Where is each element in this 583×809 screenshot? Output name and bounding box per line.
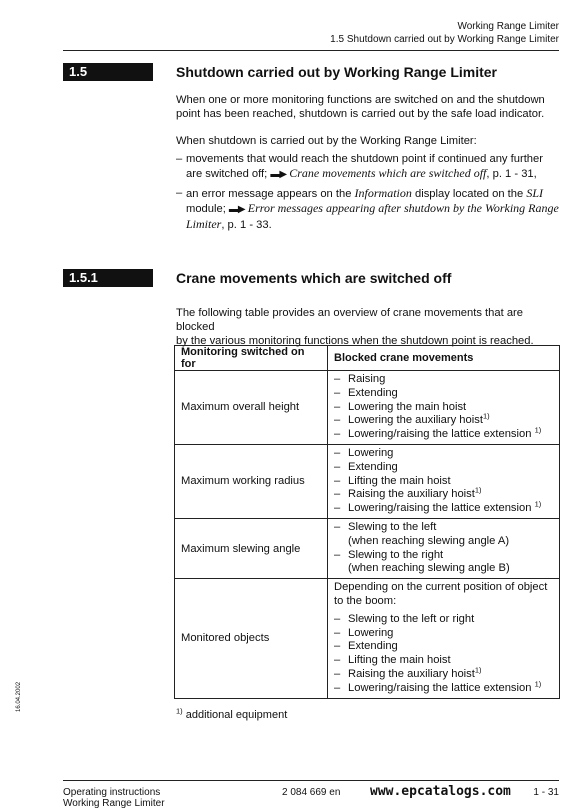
dash-bullet: – [334,488,341,501]
blocked-movements-table [174,345,560,699]
cross-reference-link[interactable]: Crane movements which are switched off [289,166,487,180]
text-line: movements that would reach the shutdown point if continued any further [186,153,543,165]
monitoring-function-cell: Maximum slewing angle [175,518,328,578]
footnote-marker: 1) [534,679,542,688]
list-item-continuation [334,562,553,576]
dash-bullet: – [334,386,341,399]
footnote-marker: 1) [534,425,542,435]
item-text: Extending [348,460,398,473]
list-item [334,425,553,442]
list-item [334,411,553,428]
footer-rule [63,780,559,781]
text-line: point has been reached, shutdown is carried out by the safe load indicator. [176,108,545,120]
text-line: The following table provides an overview of crane movements that are blocked [176,307,523,333]
table-header-row [175,346,560,371]
list-item [334,485,553,502]
page-number: 1 - 31 [533,787,559,798]
footer-left [63,787,165,809]
text-segment: an error message appears on the [186,188,355,200]
monitoring-function-cell: Maximum working radius [175,444,328,518]
footnote-marker: 1) [474,485,482,495]
side-date: 16.04.2002 [16,681,22,712]
footnote [176,706,288,721]
dash-bullet: – [334,681,341,694]
item-text: Lowering [348,626,394,639]
list-item [334,613,553,627]
text-line [186,201,561,217]
header-rule [63,50,559,51]
list-item [334,627,553,641]
item-text: Extending [348,640,398,653]
dash-bullet: – [334,460,341,473]
footer-doc-title: Working Range Limiter [63,798,165,809]
table-row [175,518,560,578]
list-item [334,654,553,668]
cross-reference-link[interactable]: Limiter [186,217,222,231]
arrow-icon: ▬▶ [228,204,245,215]
list-item [334,549,553,563]
dash-bullet: – [334,502,341,515]
text-segment: are switched off; [186,168,271,180]
list-item [334,499,553,516]
dash-bullet: – [334,428,341,441]
blocked-movements-cell [328,371,560,445]
item-text: Lowering/raising the lattice extension [348,428,532,441]
item-text: Raising the auxiliary hoist [348,488,475,501]
subsection-number-box: 1.5.1 [63,269,153,287]
text-segment: display located on the [411,188,527,200]
dash-bullet: – [334,654,341,667]
text-line [186,166,561,182]
intro-paragraph [176,93,561,121]
dash-bullet: – [334,446,341,459]
information-term: Information [354,186,412,200]
dash-bullet: – [334,474,341,487]
shutdown-paragraph: When shutdown is carried out by the Working Range Limiter: [176,135,477,147]
arrow-icon: ▬▶ [270,169,287,180]
table-row [175,371,560,445]
item-text: (when reaching slewing angle B) [348,562,510,575]
blocked-movements-cell [328,444,560,518]
table-row [175,444,560,518]
dash-bullet: – [334,640,341,653]
cross-reference-link[interactable]: Error messages appearing after shutdown by the Working Range [247,201,559,215]
blocked-movements-cell [328,579,560,698]
item-text: Raising the auxiliary hoist [348,667,475,680]
text-segment: module; [186,203,229,215]
subsection-title: Crane movements which are switched off [176,270,452,286]
dash-bullet: – [334,548,341,561]
column-header: Monitoring switched on for [175,346,328,371]
list-item-continuation [334,535,553,549]
list-item [334,640,553,654]
list-item [334,461,553,475]
header-subtitle: 1.5 Shutdown carried out by Working Range Limiter [330,34,559,45]
item-text: Raising [348,373,386,385]
item-text: Slewing to the left [348,520,437,533]
cell-intro-text: Depending on the current position of object [334,581,548,594]
sli-term: SLI [526,186,543,200]
list-item [334,665,553,682]
text-line: by the various monitoring functions when the shutdown point is reached. [176,335,534,347]
dash-bullet: – [176,153,183,165]
blocked-movements-cell [328,518,560,578]
list-item [334,387,553,401]
footnote-marker: 1) [474,665,482,675]
dash-bullet: – [334,626,341,639]
table-intro-paragraph [176,306,561,348]
footnote-marker: 1) [534,499,542,509]
section-title: Shutdown carried out by Working Range Limiter [176,64,497,80]
table-row [175,579,560,698]
list-item [334,475,553,489]
list-item [334,447,553,461]
dash-bullet: – [334,520,341,533]
bullet-item [176,186,561,232]
text-line [186,217,561,232]
footnote-text: additional equipment [185,709,288,721]
section-number-box: 1.5 [63,63,153,81]
dash-bullet: – [176,187,183,199]
dash-bullet: – [334,414,341,427]
item-text: Slewing to the left or right [348,612,475,625]
item-text: Lowering/raising the lattice extension [348,681,532,694]
footnote-marker: 1) [176,706,183,716]
item-text: (when reaching slewing angle A) [348,534,510,547]
list-item [334,373,553,387]
running-header [330,20,559,46]
item-text: Extending [348,386,398,399]
list-item [334,521,553,535]
text-segment: , p. 1 - 33. [221,219,272,231]
text-segment: , p. 1 - 31, [486,168,537,180]
item-text: Lifting the main hoist [348,474,451,487]
item-text: Lowering the main hoist [348,400,467,413]
item-text: Lifting the main hoist [348,654,451,667]
column-header: Blocked crane movements [328,346,560,371]
list-item [334,679,553,696]
item-text: Lowering/raising the lattice extension [348,502,532,515]
cell-intro-text: to the boom: [334,594,397,607]
watermark: www.epcatalogs.com [370,784,511,799]
item-text: Lowering the auxiliary hoist [348,414,483,427]
dash-bullet: – [334,373,341,385]
list-item [334,401,553,415]
monitoring-function-cell: Monitored objects [175,579,328,698]
bullet-item [176,152,561,182]
header-title: Working Range Limiter [457,21,559,32]
document-number: 2 084 669 en [282,787,341,798]
dash-bullet: – [334,667,341,680]
item-text: Lowering [348,446,394,459]
dash-bullet: – [334,612,341,625]
dash-bullet: – [334,400,341,413]
text-line: When one or more monitoring functions are switched on and the shutdown [176,94,545,106]
monitoring-function-cell: Maximum overall height [175,371,328,445]
item-text: Slewing to the right [348,548,444,561]
text-line [186,186,561,201]
footnote-marker: 1) [482,411,490,421]
footer-doc-type: Operating instructions [63,787,161,798]
